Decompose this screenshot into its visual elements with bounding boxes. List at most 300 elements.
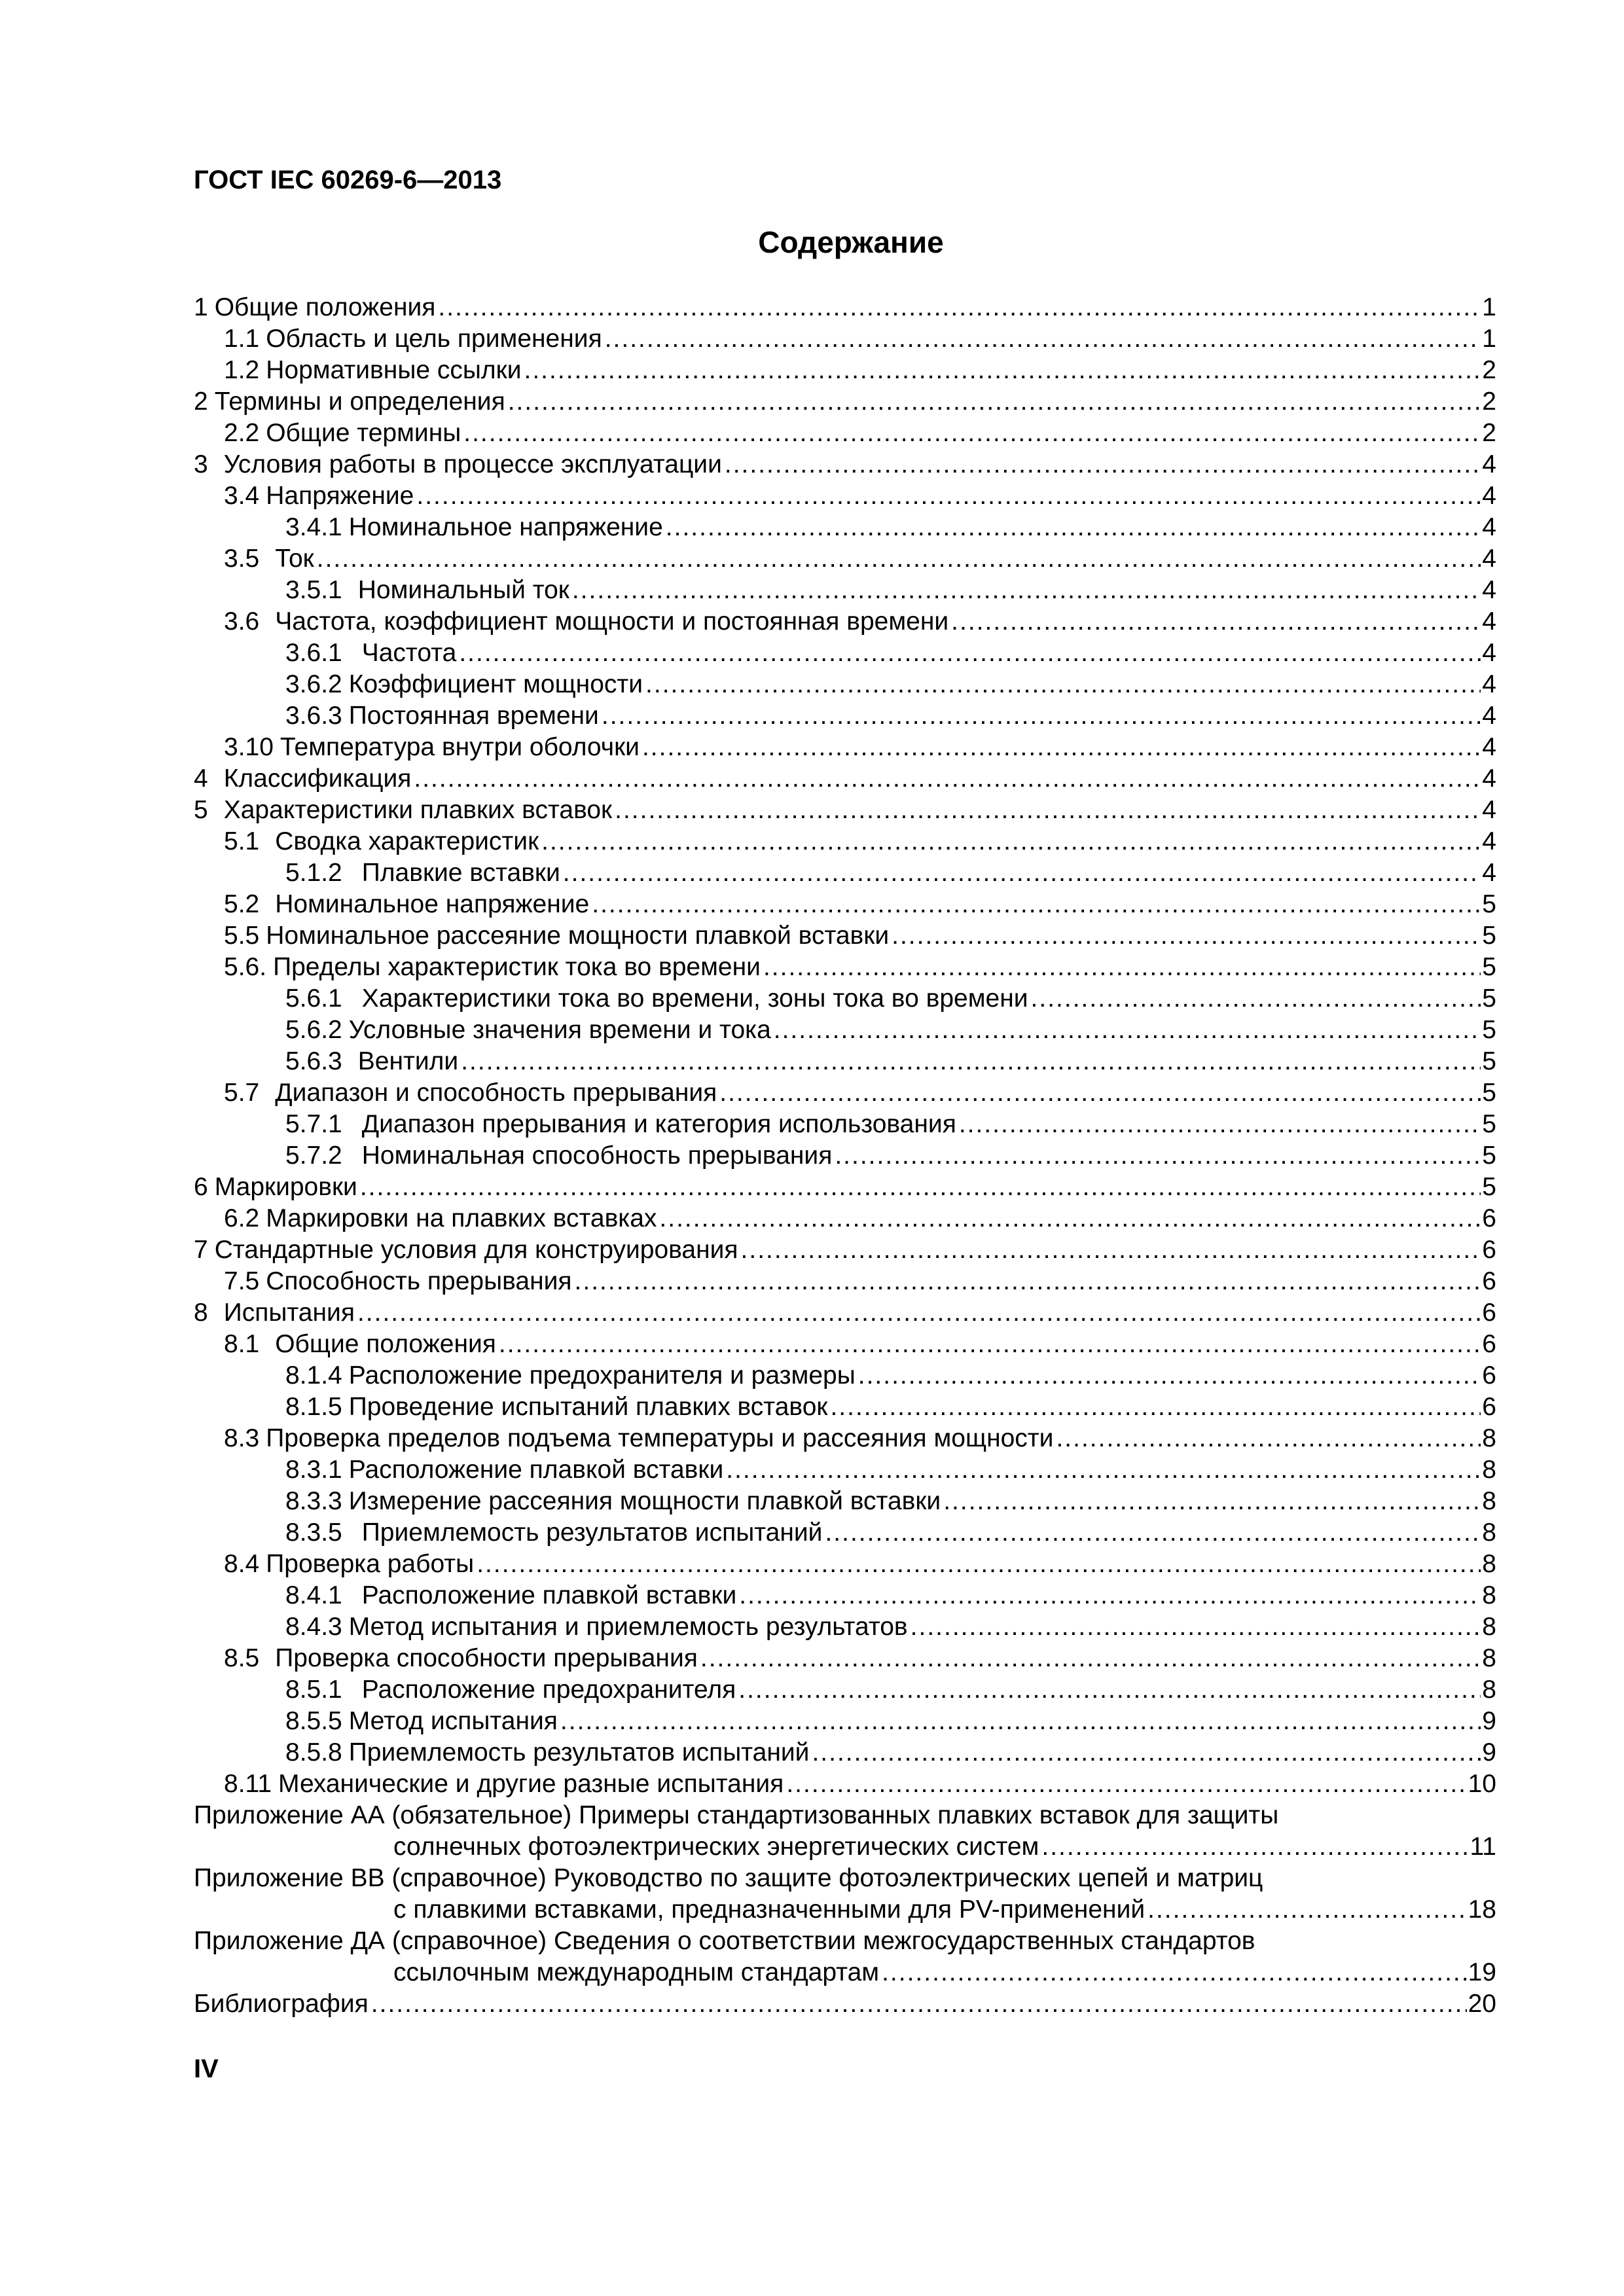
toc-entry[interactable] (194, 1486, 1496, 1517)
dot-leader (830, 1391, 1481, 1423)
toc-entry-text (285, 1109, 959, 1140)
document-code: ГОСТ IEC 60269-6—2013 (194, 166, 502, 194)
toc-entry-page: 11 (1469, 1831, 1497, 1863)
toc-entry-title: Общие термины (266, 419, 461, 447)
toc-entry-text (224, 1329, 499, 1360)
toc-entry-title: Метод испытания (348, 1707, 558, 1735)
toc-entry-title: Библиография (194, 1990, 369, 2018)
toc-entry-number: 5 (194, 796, 208, 824)
toc-entry-text (285, 1391, 830, 1423)
toc-entry-page: 8 (1481, 1549, 1496, 1580)
toc-entry-title: Ток (275, 545, 314, 573)
dot-leader (725, 449, 1481, 480)
dot-leader (560, 1706, 1481, 1737)
toc-entry-page: 6 (1481, 1360, 1496, 1391)
toc-entry-text (224, 1423, 1056, 1454)
toc-entry-page: 5 (1481, 1077, 1496, 1109)
toc-entry-text (224, 920, 892, 952)
toc-entry-text (224, 355, 524, 386)
dot-leader (951, 606, 1481, 637)
toc-entry-title: Расположение предохранителя (361, 1676, 736, 1704)
toc-entry-title: Частота (361, 639, 457, 667)
toc-entry-page: 5 (1481, 889, 1496, 920)
toc-entry-title: Условия работы в процессе эксплуатации (223, 450, 722, 478)
toc-entry-text (285, 575, 572, 606)
dot-leader (615, 795, 1481, 826)
toc-entry[interactable] (194, 637, 1496, 669)
toc-entry[interactable] (194, 857, 1496, 889)
toc-entry-number: 8.3 (224, 1424, 260, 1452)
toc-entry-page: 20 (1467, 1988, 1496, 2020)
dot-leader (605, 323, 1481, 355)
toc-entry-page: 6 (1481, 1234, 1496, 1266)
toc-entry-title: Характеристики плавких вставок (223, 796, 613, 824)
toc-entry-number: 5.7 (224, 1079, 260, 1107)
toc-entry-page: 4 (1481, 795, 1496, 826)
dot-leader (357, 1297, 1481, 1329)
toc-entry-title: Проверка пределов подъема температуры и рассеяния мощности (266, 1424, 1054, 1452)
toc-entry[interactable] (194, 1014, 1496, 1046)
toc-entry-text (285, 983, 1031, 1014)
dot-leader (812, 1737, 1481, 1768)
dot-leader (882, 1957, 1467, 1988)
toc-entry-text (285, 1360, 858, 1391)
toc-entry-text (194, 1988, 371, 2020)
toc-entry-number: 8.4.3 (285, 1613, 342, 1641)
toc-entry-text (285, 700, 602, 732)
toc-entry-title: Маркировки (214, 1173, 357, 1201)
dot-leader (763, 952, 1481, 983)
toc-entry-page: 4 (1481, 700, 1496, 732)
toc-entry[interactable] (194, 1140, 1496, 1172)
toc-entry-title: Механические и другие разные испытания (278, 1770, 784, 1798)
toc-entry-text (194, 292, 438, 323)
toc-entry[interactable] (194, 1863, 1496, 1894)
dot-leader (739, 1580, 1481, 1611)
toc-entry-title: Номинальное рассеяние мощности плавкой вставки (266, 922, 890, 950)
dot-leader (572, 575, 1481, 606)
toc-entry-number: 5.6.1 (285, 984, 342, 1013)
toc-entry[interactable] (194, 418, 1496, 449)
toc-entry-number: 8.4.1 (285, 1581, 342, 1609)
toc-entry-title: Условные значения времени и тока (348, 1016, 771, 1044)
toc-entry-title: Номинальный ток (357, 576, 569, 604)
toc-entry-title: Номинальное напряжение (275, 890, 590, 918)
toc-entry[interactable] (194, 575, 1496, 606)
toc-entry[interactable] (194, 1580, 1496, 1611)
toc-entry-title: Термины и определения (214, 387, 505, 416)
toc-entry-title: Проверка работы (266, 1550, 475, 1578)
toc-entry[interactable] (194, 449, 1496, 480)
toc-entry[interactable] (194, 1674, 1496, 1706)
toc-entry[interactable] (194, 1454, 1496, 1486)
toc-entry-page: 5 (1481, 1140, 1496, 1172)
toc-entry-number: 1.1 (224, 325, 260, 353)
toc-entry-number: 8 (194, 1299, 208, 1327)
toc-entry-title: Приемлемость результатов испытаний (361, 1518, 823, 1547)
toc-entry-number: 5.6.3 (285, 1047, 342, 1075)
toc-entry-number: 3.6.3 (285, 702, 342, 730)
toc-entry-number: 3.6 (224, 607, 260, 636)
toc-entry[interactable] (194, 1831, 1496, 1863)
toc-entry[interactable] (194, 826, 1496, 857)
toc-entry-text (224, 1768, 786, 1800)
toc-entry[interactable] (194, 1329, 1496, 1360)
dot-leader (738, 1674, 1481, 1706)
dot-leader (463, 418, 1481, 449)
toc-entry[interactable] (194, 1423, 1496, 1454)
toc-entry[interactable] (194, 1266, 1496, 1297)
toc-entry-page: 6 (1481, 1203, 1496, 1234)
toc-entry-text (393, 1894, 1147, 1926)
toc-entry[interactable] (194, 732, 1496, 763)
toc-entry[interactable] (194, 543, 1496, 575)
toc-entry-title: Приложение ДА (справочное) Сведения о соответствии межгосударственных стандартов (194, 1927, 1255, 1955)
dot-leader (524, 355, 1481, 386)
toc-entry[interactable] (194, 1611, 1496, 1643)
toc-entry-number: 6.2 (224, 1204, 260, 1232)
toc-entry[interactable] (194, 1077, 1496, 1109)
toc-entry[interactable] (194, 1800, 1496, 1831)
toc-entry-number: 3.5 (224, 545, 260, 573)
toc-entry-title: Напряжение (266, 482, 414, 510)
toc-entry-title: Диапазон и способность прерывания (275, 1079, 717, 1107)
dot-leader (825, 1517, 1481, 1549)
toc-entry-page: 4 (1481, 512, 1496, 543)
toc-entry[interactable] (194, 1172, 1496, 1203)
toc-entry[interactable] (194, 355, 1496, 386)
toc-entry-number: 6 (194, 1173, 208, 1201)
toc-entry-page: 6 (1481, 1329, 1496, 1360)
toc-entry-title: Сводка характеристик (275, 827, 539, 855)
toc-entry-page: 8 (1481, 1517, 1496, 1549)
toc-entry-title: Номинальное напряжение (348, 513, 663, 541)
toc-entry-page: 4 (1481, 637, 1496, 669)
toc-entry-number: 3.4.1 (285, 513, 342, 541)
toc-entry[interactable] (194, 386, 1496, 418)
dot-leader (317, 543, 1481, 575)
toc-entry[interactable] (194, 1297, 1496, 1329)
toc-entry-number: 3.4 (224, 482, 260, 510)
dot-leader (858, 1360, 1481, 1391)
toc-entry-title: Расположение предохранителя и размеры (348, 1361, 856, 1390)
toc-entry-page: 6 (1481, 1266, 1496, 1297)
toc-entry[interactable] (194, 952, 1496, 983)
toc-entry[interactable] (194, 1391, 1496, 1423)
toc-entry-page: 4 (1481, 449, 1496, 480)
toc-entry-text (285, 1014, 774, 1046)
toc-entry-title: Характеристики тока во времени, зоны тока во времени (361, 984, 1028, 1013)
toc-entry-title: Нормативные ссылки (266, 356, 522, 384)
toc-entry-page: 8 (1481, 1674, 1496, 1706)
dot-leader (563, 857, 1481, 889)
toc-entry-text (194, 1800, 1281, 1831)
toc-entry-page: 8 (1481, 1611, 1496, 1643)
toc-entry-text (224, 952, 763, 983)
toc-entry[interactable] (194, 1737, 1496, 1768)
toc-entry-page: 19 (1467, 1957, 1496, 1988)
toc-entry-text (285, 1046, 461, 1077)
toc-entry-page: 4 (1481, 669, 1496, 700)
dot-leader (499, 1329, 1481, 1360)
dot-leader (477, 1549, 1481, 1580)
toc-entry-text (393, 1831, 1041, 1863)
toc-entry-title: Область и цель применения (266, 325, 602, 353)
toc-entry-page: 4 (1481, 575, 1496, 606)
toc-entry-text (285, 1674, 738, 1706)
toc-entry[interactable] (194, 480, 1496, 512)
dot-leader (786, 1768, 1466, 1800)
toc-entry-page: 10 (1467, 1768, 1496, 1800)
toc-entry-number: 8.1.4 (285, 1361, 342, 1390)
toc-entry-page: 5 (1481, 920, 1496, 952)
dot-leader (642, 732, 1481, 763)
toc-entry[interactable] (194, 606, 1496, 637)
toc-entry[interactable] (194, 763, 1496, 795)
toc-entry[interactable] (194, 1643, 1496, 1674)
toc-entry-text (224, 1203, 659, 1234)
toc-entry[interactable] (194, 1706, 1496, 1737)
toc-entry-page: 4 (1481, 606, 1496, 637)
dot-leader (726, 1454, 1481, 1486)
toc-entry-page: 9 (1481, 1706, 1496, 1737)
toc-entry[interactable] (194, 1517, 1496, 1549)
toc-entry-text (194, 1297, 357, 1329)
toc-entry-title: Плавкие вставки (361, 859, 560, 887)
toc-entry-number: 7 (194, 1236, 208, 1264)
toc-entry-title: Приемлемость результатов испытаний (348, 1738, 810, 1767)
toc-entry-number: 8.5.8 (285, 1738, 342, 1767)
toc-entry[interactable] (194, 700, 1496, 732)
toc-entry-number: 1 (194, 293, 208, 321)
toc-entry[interactable] (194, 1988, 1496, 2020)
toc-entry-text (285, 1517, 825, 1549)
toc-entry-page: 6 (1481, 1297, 1496, 1329)
toc-entry-title: Стандартные условия для конструирования (214, 1236, 738, 1264)
toc-entry-text (224, 732, 642, 763)
toc-entry-text (224, 826, 541, 857)
toc-entry[interactable] (194, 1109, 1496, 1140)
toc-entry-text (224, 1266, 575, 1297)
toc-entry-title: Вентили (357, 1047, 459, 1075)
dot-leader (659, 1203, 1481, 1234)
toc-entry[interactable] (194, 1894, 1496, 1926)
toc-entry-text (285, 857, 563, 889)
dot-leader (911, 1611, 1481, 1643)
toc-entry-title: Расположение плавкой вставки (348, 1456, 724, 1484)
toc-entry[interactable] (194, 1549, 1496, 1580)
dot-leader (438, 292, 1481, 323)
table-of-contents (194, 292, 1496, 2020)
toc-entry-number: 2.2 (224, 419, 260, 447)
dot-leader (592, 889, 1481, 920)
toc-entry-title: Классификация (223, 764, 412, 793)
toc-entry-number: 8.3.5 (285, 1518, 342, 1547)
dot-leader (774, 1014, 1481, 1046)
toc-entry-title: Маркировки на плавких вставках (266, 1204, 657, 1232)
toc-entry-text (194, 795, 615, 826)
dot-leader (1147, 1894, 1466, 1926)
toc-entry-page: 8 (1481, 1580, 1496, 1611)
toc-entry-text (285, 1580, 739, 1611)
dot-leader (461, 1046, 1481, 1077)
toc-entry-title: Проверка способности прерывания (275, 1644, 698, 1672)
toc-entry[interactable] (194, 983, 1496, 1014)
toc-entry[interactable] (194, 292, 1496, 323)
toc-entry-page: 5 (1481, 1109, 1496, 1140)
toc-entry-page: 8 (1481, 1643, 1496, 1674)
dot-leader (645, 669, 1481, 700)
toc-entry[interactable] (194, 669, 1496, 700)
toc-entry-number: 8.3.1 (285, 1456, 342, 1484)
toc-entry-number: 4 (194, 764, 208, 793)
toc-entry-text (194, 1926, 1258, 1957)
toc-entry-number: 5.2 (224, 890, 260, 918)
toc-entry-title: Общие положения (214, 293, 436, 321)
toc-entry-page: 4 (1481, 826, 1496, 857)
toc-entry-title: Измерение рассеяния мощности плавкой вставки (348, 1487, 941, 1515)
toc-entry[interactable] (194, 1360, 1496, 1391)
dot-leader (741, 1234, 1481, 1266)
dot-leader (1056, 1423, 1481, 1454)
toc-entry-title: Номинальная способность прерывания (361, 1141, 833, 1170)
dot-leader (575, 1266, 1481, 1297)
toc-entry[interactable] (194, 795, 1496, 826)
toc-entry-page: 4 (1481, 763, 1496, 795)
toc-entry-number: 5.6.2 (285, 1016, 342, 1044)
dot-leader (414, 763, 1481, 795)
toc-entry-text (194, 386, 508, 418)
toc-entry-text (224, 606, 951, 637)
toc-entry-number: 5.7.2 (285, 1141, 342, 1170)
toc-entry-number: 8.1 (224, 1330, 260, 1358)
toc-entry-number: 3.6.2 (285, 670, 342, 698)
toc-entry-page: 1 (1481, 292, 1496, 323)
toc-entry-title: Расположение плавкой вставки (361, 1581, 737, 1609)
toc-entry-title: Частота, коэффициент мощности и постоянная времени (275, 607, 949, 636)
toc-entry-text (194, 449, 725, 480)
toc-entry-text (285, 512, 666, 543)
toc-entry-title: Проведение испытаний плавких вставок (348, 1393, 828, 1421)
toc-entry[interactable] (194, 1926, 1496, 1957)
toc-entry-title: солнечных фотоэлектрических энергетических систем (393, 1833, 1039, 1861)
toc-entry-title: ссылочным международным стандартам (393, 1958, 880, 1986)
toc-entry-page: 4 (1481, 732, 1496, 763)
toc-entry-page: 5 (1481, 1172, 1496, 1203)
toc-entry-title: Метод испытания и приемлемость результатов (348, 1613, 908, 1641)
toc-entry[interactable] (194, 1768, 1496, 1800)
page-number-label: IV (194, 2054, 219, 2083)
toc-entry-text (224, 480, 416, 512)
toc-entry-text (194, 1172, 360, 1203)
toc-entry-text (194, 1863, 1265, 1894)
toc-entry-text (285, 1454, 726, 1486)
toc-entry-text (285, 669, 645, 700)
toc-entry-page: 4 (1481, 857, 1496, 889)
toc-entry[interactable] (194, 920, 1496, 952)
toc-entry[interactable] (194, 1203, 1496, 1234)
toc-entry-title: Диапазон прерывания и категория использования (361, 1110, 956, 1138)
toc-entry-number: 5.1.2 (285, 859, 342, 887)
toc-entry-page: 2 (1481, 386, 1496, 418)
toc-entry-page: 2 (1481, 355, 1496, 386)
toc-entry-page: 5 (1481, 983, 1496, 1014)
dot-leader (508, 386, 1481, 418)
toc-entry-number: 5.5 (224, 922, 260, 950)
toc-entry[interactable] (194, 1046, 1496, 1077)
toc-entry-page: 6 (1481, 1391, 1496, 1423)
toc-entry-title: Температура внутри оболочки (280, 733, 640, 761)
toc-entry-title: Постоянная времени (348, 702, 599, 730)
toc-entry-text (194, 763, 414, 795)
toc-entry-number: 3.6.1 (285, 639, 342, 667)
toc-entry[interactable] (194, 512, 1496, 543)
toc-entry-title: с плавкими вставками, предназначенными для PV-применений (393, 1895, 1146, 1924)
toc-entry-text (393, 1957, 882, 1988)
dot-leader (892, 920, 1481, 952)
toc-entry-title: Коэффициент мощности (348, 670, 643, 698)
toc-entry-text (224, 1549, 477, 1580)
toc-entry-title: Пределы характеристик тока во времени (273, 953, 761, 981)
toc-entry-number: 5.1 (224, 827, 260, 855)
toc-entry-number: 1.2 (224, 356, 260, 384)
toc-entry-text (285, 1706, 560, 1737)
dot-leader (602, 700, 1481, 732)
dot-leader (959, 1109, 1481, 1140)
dot-leader (1041, 1831, 1468, 1863)
toc-entry[interactable] (194, 1234, 1496, 1266)
toc-entry-number: 5.6. (224, 953, 267, 981)
toc-entry-number: 3.10 (224, 733, 274, 761)
dot-leader (371, 1988, 1467, 2020)
toc-entry-number: 8.5.1 (285, 1676, 342, 1704)
toc-entry-title: Приложение ВВ (справочное) Руководство по защите фотоэлектрических цепей и матриц (194, 1864, 1263, 1892)
toc-entry-page: 5 (1481, 952, 1496, 983)
toc-entry[interactable] (194, 323, 1496, 355)
toc-entry-text (224, 1643, 700, 1674)
toc-entry-text (285, 1486, 943, 1517)
toc-entry-text (224, 889, 592, 920)
toc-entry-number: 8.3.3 (285, 1487, 342, 1515)
toc-entry-text (224, 418, 463, 449)
dot-leader (700, 1643, 1481, 1674)
toc-entry-page: 1 (1481, 323, 1496, 355)
toc-entry-text (285, 1611, 911, 1643)
toc-entry-number: 8.5 (224, 1644, 260, 1672)
dot-leader (835, 1140, 1481, 1172)
dot-leader (1031, 983, 1481, 1014)
toc-entry-title: Способность прерывания (266, 1267, 572, 1295)
toc-entry-text (194, 1234, 741, 1266)
dot-leader (416, 480, 1481, 512)
toc-entry[interactable] (194, 889, 1496, 920)
dot-leader (943, 1486, 1481, 1517)
toc-entry-number: 8.5.5 (285, 1707, 342, 1735)
toc-entry[interactable] (194, 1957, 1496, 1988)
dot-leader (719, 1077, 1481, 1109)
toc-entry-page: 18 (1467, 1894, 1496, 1926)
toc-entry-title: Приложение АА (обязательное) Примеры стандартизованных плавких вставок для защиты (194, 1801, 1279, 1829)
toc-entry-number: 2 (194, 387, 208, 416)
toc-entry-number: 7.5 (224, 1267, 260, 1295)
dot-leader (666, 512, 1481, 543)
toc-entry-text (224, 323, 605, 355)
toc-entry-number: 3 (194, 450, 208, 478)
toc-entry-title: Общие положения (275, 1330, 496, 1358)
toc-entry-text (224, 543, 317, 575)
toc-entry-text (285, 1140, 835, 1172)
toc-entry-number: 5.7.1 (285, 1110, 342, 1138)
